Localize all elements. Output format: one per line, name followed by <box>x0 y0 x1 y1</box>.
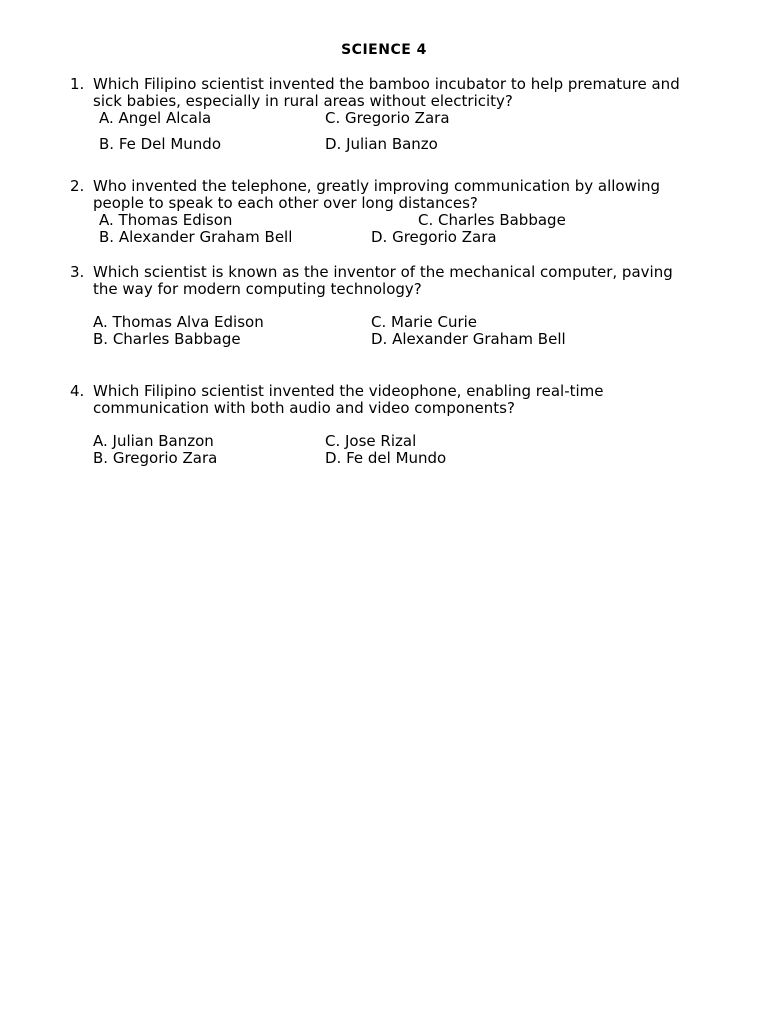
document-title: SCIENCE 4 <box>341 42 427 58</box>
question-number: 4. <box>70 382 85 400</box>
question-text-line: Who invented the telephone, greatly improving communication by allowing <box>93 177 661 195</box>
question-text-line: the way for modern computing technology? <box>93 280 422 298</box>
option-a: A. Angel Alcala <box>99 109 212 127</box>
option-d: D. Julian Banzo <box>325 135 438 153</box>
option-a: A. Julian Banzon <box>93 432 214 450</box>
question-text-line: communication with both audio and video components? <box>93 399 515 417</box>
question-text-line: sick babies, especially in rural areas without electricity? <box>93 92 513 110</box>
question-number: 1. <box>70 75 85 93</box>
option-b: B. Fe Del Mundo <box>99 135 221 153</box>
option-d: D. Alexander Graham Bell <box>371 330 566 348</box>
option-c: C. Marie Curie <box>371 313 478 331</box>
option-b: B. Gregorio Zara <box>93 449 218 467</box>
question-number: 3. <box>70 263 85 281</box>
option-d: D. Fe del Mundo <box>325 449 447 467</box>
option-b: B. Charles Babbage <box>93 330 241 348</box>
option-b: B. Alexander Graham Bell <box>99 228 293 246</box>
question-text-line: Which Filipino scientist invented the videophone, enabling real-time <box>93 382 604 400</box>
option-c: C. Jose Rizal <box>325 432 417 450</box>
question-text-line: people to speak to each other over long distances? <box>93 194 478 212</box>
question-number: 2. <box>70 177 85 195</box>
question-text-line: Which scientist is known as the inventor of the mechanical computer, paving <box>93 263 673 281</box>
option-a: A. Thomas Edison <box>99 211 233 229</box>
option-d: D. Gregorio Zara <box>371 228 497 246</box>
option-c: C. Gregorio Zara <box>325 109 450 127</box>
option-c: C. Charles Babbage <box>418 211 566 229</box>
option-a: A. Thomas Alva Edison <box>93 313 264 331</box>
question-text-line: Which Filipino scientist invented the bamboo incubator to help premature and <box>93 75 680 93</box>
